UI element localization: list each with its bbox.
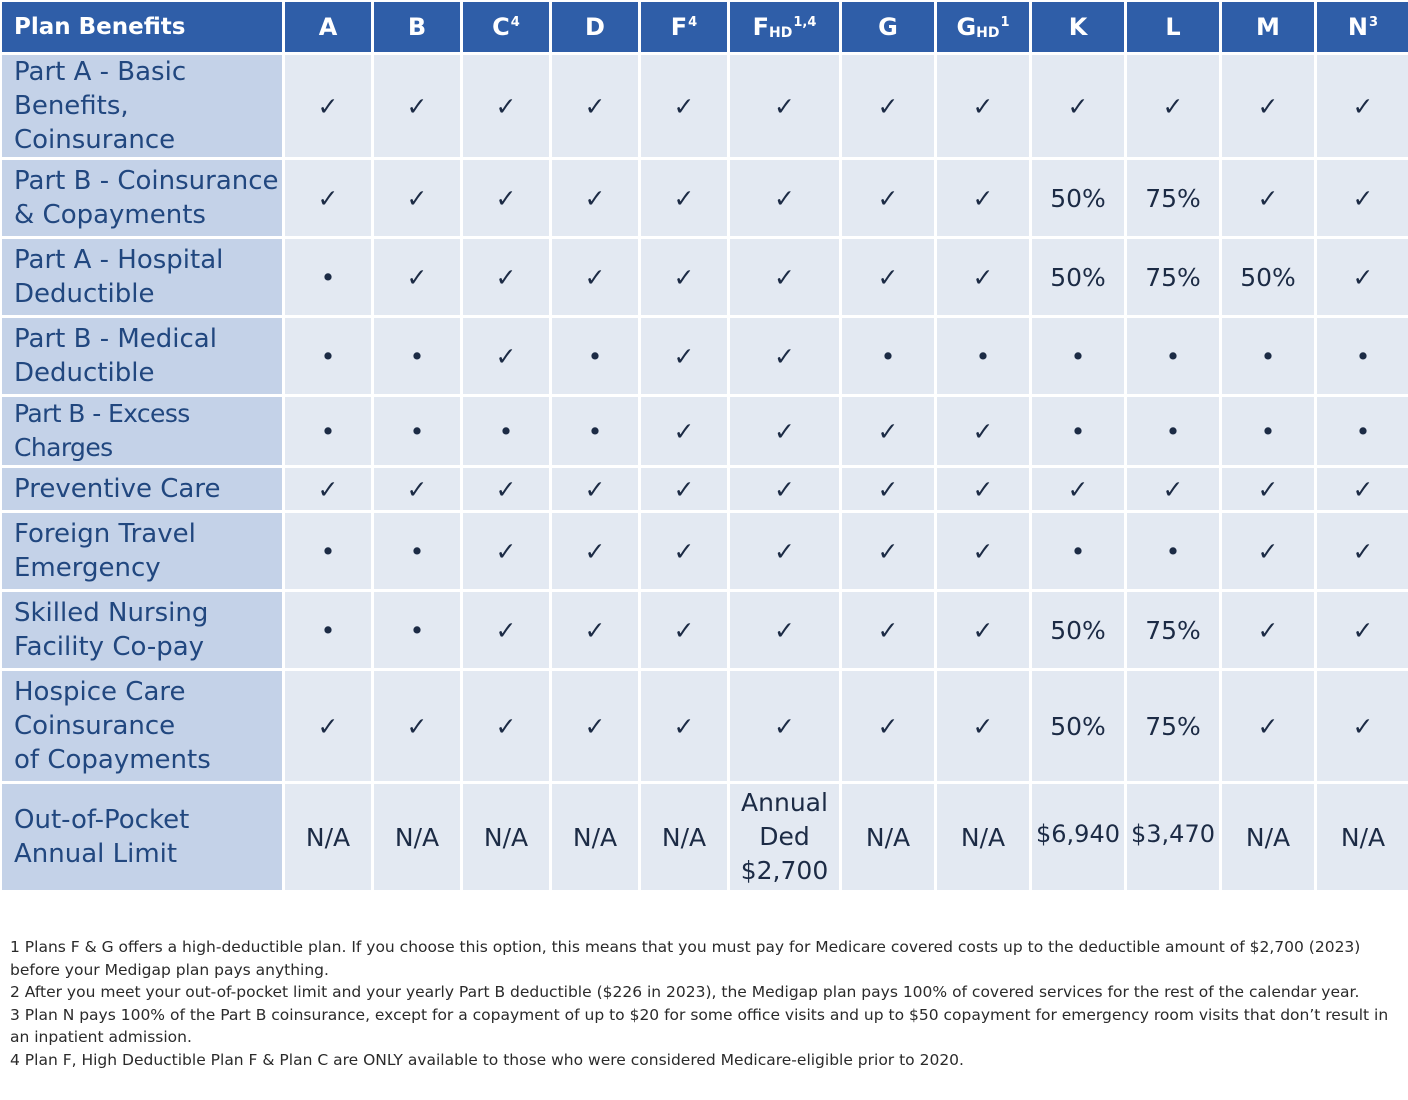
header-label: B <box>407 13 427 41</box>
check-icon: ✓ <box>842 592 934 668</box>
cell-value: N/A <box>463 784 549 890</box>
cell-value: Annual Ded $2,700 <box>730 784 839 890</box>
dot-icon: • <box>1222 318 1314 394</box>
dot-icon: • <box>285 513 371 589</box>
cell-value: 50% <box>1032 239 1124 315</box>
check-icon: ✓ <box>1222 160 1314 236</box>
cell-value: N/A <box>937 784 1029 890</box>
check-icon: ✓ <box>937 55 1029 157</box>
table-row <box>2 318 1408 394</box>
check-icon: ✓ <box>552 592 638 668</box>
row-label: Preventive Care <box>2 468 282 510</box>
check-icon: ✓ <box>1317 592 1408 668</box>
header-plan-l <box>1127 2 1219 52</box>
header-plan-a <box>285 2 371 52</box>
check-icon: ✓ <box>842 239 934 315</box>
dot-icon: • <box>285 397 371 465</box>
table-row <box>2 592 1408 668</box>
row-label: Part A - Hospital Deductible <box>2 239 282 315</box>
dot-icon: • <box>463 397 549 465</box>
check-icon: ✓ <box>374 468 460 510</box>
dot-icon: • <box>1317 318 1408 394</box>
dot-icon: • <box>1032 513 1124 589</box>
cell-value: N/A <box>552 784 638 890</box>
check-icon: ✓ <box>1127 468 1219 510</box>
check-icon: ✓ <box>285 671 371 781</box>
check-icon: ✓ <box>730 468 839 510</box>
check-icon: ✓ <box>937 160 1029 236</box>
dot-icon: • <box>374 513 460 589</box>
check-icon: ✓ <box>937 239 1029 315</box>
row-label: Part B - Excess Charges <box>2 397 282 465</box>
check-icon: ✓ <box>552 468 638 510</box>
check-icon: ✓ <box>1222 55 1314 157</box>
header-plan-b <box>374 2 460 52</box>
check-icon: ✓ <box>374 239 460 315</box>
check-icon: ✓ <box>641 468 727 510</box>
header-label: K <box>1068 13 1088 41</box>
check-icon: ✓ <box>641 513 727 589</box>
header-plan-g <box>842 2 934 52</box>
header-label: L <box>1165 13 1181 41</box>
cell-value: $3,470 <box>1127 784 1219 890</box>
check-icon: ✓ <box>937 397 1029 465</box>
cell-value: 75% <box>1127 592 1219 668</box>
row-label: Skilled Nursing Facility Co-pay <box>2 592 282 668</box>
check-icon: ✓ <box>641 160 727 236</box>
check-icon: ✓ <box>1032 468 1124 510</box>
header-label: F <box>752 13 770 41</box>
footnote: 2 After you meet your out-of-pocket limit and your yearly Part B deductible ($226 in 2023), the Medigap plan pays 100% of covered services for the rest of the calendar year. <box>10 983 1360 1001</box>
check-icon: ✓ <box>285 468 371 510</box>
check-icon: ✓ <box>1222 592 1314 668</box>
header-label: A <box>318 13 338 41</box>
check-icon: ✓ <box>374 160 460 236</box>
check-icon: ✓ <box>1317 468 1408 510</box>
check-icon: ✓ <box>730 318 839 394</box>
cell-value: N/A <box>641 784 727 890</box>
check-icon: ✓ <box>842 397 934 465</box>
check-icon: ✓ <box>552 239 638 315</box>
check-icon: ✓ <box>730 160 839 236</box>
header-label: N <box>1347 13 1369 41</box>
header-row <box>2 2 1408 52</box>
check-icon: ✓ <box>842 468 934 510</box>
check-icon: ✓ <box>552 160 638 236</box>
header-label: G <box>878 13 898 41</box>
cell-value: N/A <box>842 784 934 890</box>
dot-icon: • <box>552 318 638 394</box>
table-row <box>2 397 1408 465</box>
cell-value: N/A <box>374 784 460 890</box>
table-row <box>2 513 1408 589</box>
check-icon: ✓ <box>463 318 549 394</box>
table-row <box>2 239 1408 315</box>
row-label: Hospice Care Coinsurance of Copayments <box>2 671 282 781</box>
check-icon: ✓ <box>937 592 1029 668</box>
check-icon: ✓ <box>552 671 638 781</box>
header-superscript: 4 <box>688 15 698 30</box>
check-icon: ✓ <box>641 671 727 781</box>
dot-icon: • <box>1032 318 1124 394</box>
header-plan-n <box>1317 2 1408 52</box>
header-label: M <box>1256 13 1280 41</box>
dot-icon: • <box>1127 318 1219 394</box>
header-plan-f <box>641 2 727 52</box>
dot-icon: • <box>374 318 460 394</box>
check-icon: ✓ <box>1222 513 1314 589</box>
check-icon: ✓ <box>463 160 549 236</box>
row-label: Part A - Basic Benefits, Coinsurance <box>2 55 282 157</box>
check-icon: ✓ <box>730 55 839 157</box>
dot-icon: • <box>285 592 371 668</box>
check-icon: ✓ <box>552 513 638 589</box>
check-icon: ✓ <box>285 55 371 157</box>
cell-value: 75% <box>1127 160 1219 236</box>
cell-value: 75% <box>1127 239 1219 315</box>
dot-icon: • <box>1032 397 1124 465</box>
check-icon: ✓ <box>1317 55 1408 157</box>
check-icon: ✓ <box>842 160 934 236</box>
check-icon: ✓ <box>937 671 1029 781</box>
check-icon: ✓ <box>285 160 371 236</box>
header-plan-ghd <box>937 2 1029 52</box>
header-plan-m <box>1222 2 1314 52</box>
check-icon: ✓ <box>463 239 549 315</box>
footnote: 3 Plan N pays 100% of the Part B coinsurance, except for a copayment of up to $20 for some office visits and up to $50 copayment for emergency room visits that don’t result in an inpatient admission. <box>10 1005 1389 1046</box>
header-superscript: 1,4 <box>793 15 817 30</box>
check-icon: ✓ <box>463 513 549 589</box>
check-icon: ✓ <box>463 468 549 510</box>
header-plan-d <box>552 2 638 52</box>
check-icon: ✓ <box>1317 160 1408 236</box>
check-icon: ✓ <box>1127 55 1219 157</box>
header-plan-k <box>1032 2 1124 52</box>
header-label: G <box>956 13 977 41</box>
header-superscript: 1 <box>1000 15 1010 30</box>
check-icon: ✓ <box>730 671 839 781</box>
check-icon: ✓ <box>641 592 727 668</box>
check-icon: ✓ <box>1317 239 1408 315</box>
check-icon: ✓ <box>842 671 934 781</box>
dot-icon: • <box>285 318 371 394</box>
check-icon: ✓ <box>1222 468 1314 510</box>
header-label: D <box>585 13 605 41</box>
header-superscript: 3 <box>1369 15 1379 30</box>
cell-value: 50% <box>1032 671 1124 781</box>
check-icon: ✓ <box>842 513 934 589</box>
cell-value: N/A <box>285 784 371 890</box>
table-row <box>2 671 1408 781</box>
check-icon: ✓ <box>463 671 549 781</box>
dot-icon: • <box>1127 397 1219 465</box>
check-icon: ✓ <box>1032 55 1124 157</box>
check-icon: ✓ <box>463 592 549 668</box>
header-plan-fhd <box>730 2 839 52</box>
check-icon: ✓ <box>641 397 727 465</box>
check-icon: ✓ <box>1317 671 1408 781</box>
table-row <box>2 468 1408 510</box>
row-label: Foreign Travel Emergency <box>2 513 282 589</box>
cell-value: 75% <box>1127 671 1219 781</box>
dot-icon: • <box>552 397 638 465</box>
row-label: Out-of-Pocket Annual Limit <box>2 784 282 890</box>
check-icon: ✓ <box>937 513 1029 589</box>
check-icon: ✓ <box>730 397 839 465</box>
check-icon: ✓ <box>937 468 1029 510</box>
check-icon: ✓ <box>641 239 727 315</box>
cell-value: 50% <box>1222 239 1314 315</box>
cell-value: N/A <box>1317 784 1408 890</box>
check-icon: ✓ <box>374 671 460 781</box>
check-icon: ✓ <box>1317 513 1408 589</box>
dot-icon: • <box>374 592 460 668</box>
table-row <box>2 784 1408 890</box>
header-label: C <box>492 13 510 41</box>
table-row <box>2 160 1408 236</box>
cell-value: $6,940 <box>1032 784 1124 890</box>
dot-icon: • <box>937 318 1029 394</box>
table-row <box>2 55 1408 157</box>
check-icon: ✓ <box>730 592 839 668</box>
check-icon: ✓ <box>730 239 839 315</box>
table-body <box>2 55 1408 890</box>
header-label: F <box>670 13 688 41</box>
footnote: 1 Plans F & G offers a high-deductible plan. If you choose this option, this means that you must pay for Medicare covered costs up to the deductible amount of $2,700 (2023) before your Medigap plan pays anything. <box>10 938 1361 979</box>
dot-icon: • <box>374 397 460 465</box>
cell-value: N/A <box>1222 784 1314 890</box>
check-icon: ✓ <box>463 55 549 157</box>
row-label: Part B - Medical Deductible <box>2 318 282 394</box>
header-subscript: HD <box>976 25 1000 41</box>
check-icon: ✓ <box>641 318 727 394</box>
check-icon: ✓ <box>374 55 460 157</box>
dot-icon: • <box>1317 397 1408 465</box>
check-icon: ✓ <box>842 55 934 157</box>
dot-icon: • <box>1127 513 1219 589</box>
header-plan-benefits <box>2 2 282 52</box>
check-icon: ✓ <box>1222 671 1314 781</box>
dot-icon: • <box>1222 397 1314 465</box>
dot-icon: • <box>842 318 934 394</box>
check-icon: ✓ <box>730 513 839 589</box>
header-label: Plan Benefits <box>14 14 186 40</box>
header-plan-c <box>463 2 549 52</box>
check-icon: ✓ <box>552 55 638 157</box>
footnotes <box>10 936 1400 1071</box>
footnote: 4 Plan F, High Deductible Plan F & Plan C are ONLY available to those who were considered Medicare-eligible prior to 2020. <box>10 1050 964 1069</box>
cell-value: 50% <box>1032 160 1124 236</box>
cell-value: 50% <box>1032 592 1124 668</box>
header-subscript: HD <box>769 25 793 41</box>
dot-icon: • <box>285 239 371 315</box>
header-superscript: 4 <box>510 15 520 30</box>
row-label: Part B - Coinsurance & Copayments <box>2 160 282 236</box>
check-icon: ✓ <box>641 55 727 157</box>
